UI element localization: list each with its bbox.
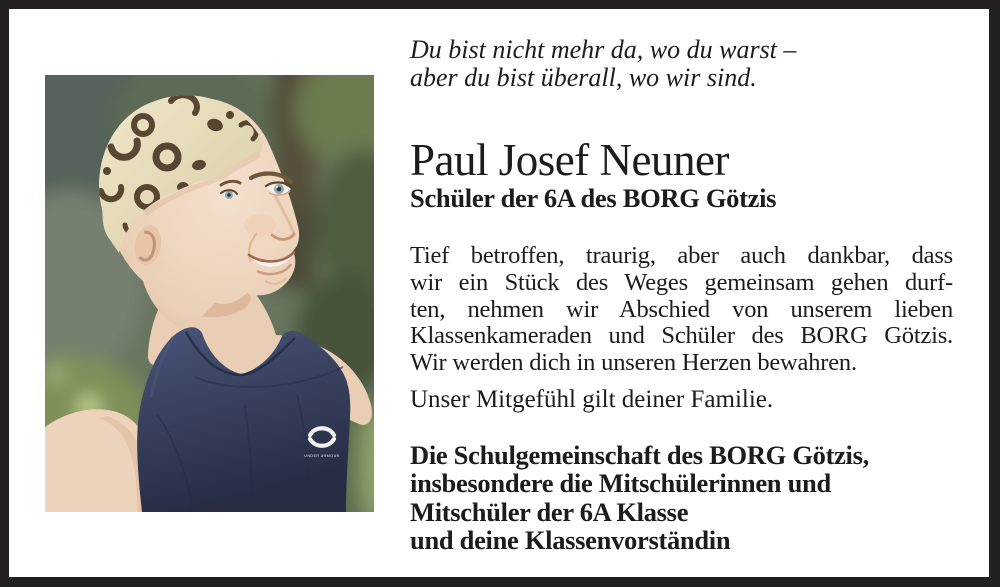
signature-line: insbesondere die Mitschülerinnen und <box>410 468 831 499</box>
signature-line: Die Schulgemeinschaft des BORG Götzis, <box>410 440 869 470</box>
signature-line: und deine Klassenvorständin <box>410 524 731 555</box>
signature-block <box>410 441 869 554</box>
obituary-line: Wir werden dich in unseren Herzen bewahren. <box>410 349 857 377</box>
obituary-line: Klassenkameraden und Schüler des BORG Götzis. <box>410 322 953 350</box>
deceased-name: Paul Josef Neuner <box>410 135 729 185</box>
signature-line: Mitschüler der 6A Klasse <box>410 496 689 527</box>
shirt-logo-text: UNDER ARMOUR <box>304 454 340 458</box>
obituary-paragraph <box>410 243 953 377</box>
quote-line-1: Du bist nicht mehr da, wo du warst – <box>410 35 797 64</box>
obituary-line: ten, nehmen wir Abschied von unserem lieben <box>410 295 953 323</box>
epitaph-quote <box>410 36 796 91</box>
portrait-graphic <box>45 75 374 512</box>
memorial-photo <box>45 75 374 512</box>
obituary-line: wir ein Stück des Weges gemeinsam gehen durf- <box>410 268 953 296</box>
quote-line-2: aber du bist überall, wo wir sind. <box>410 62 757 92</box>
condolence-line: Unser Mitgefühl gilt deiner Familie. <box>410 386 774 413</box>
deceased-role: Schüler der 6A des BORG Götzis <box>410 183 777 213</box>
obituary-line: Tief betroffen, traurig, aber auch dankbar, dass <box>410 242 953 269</box>
